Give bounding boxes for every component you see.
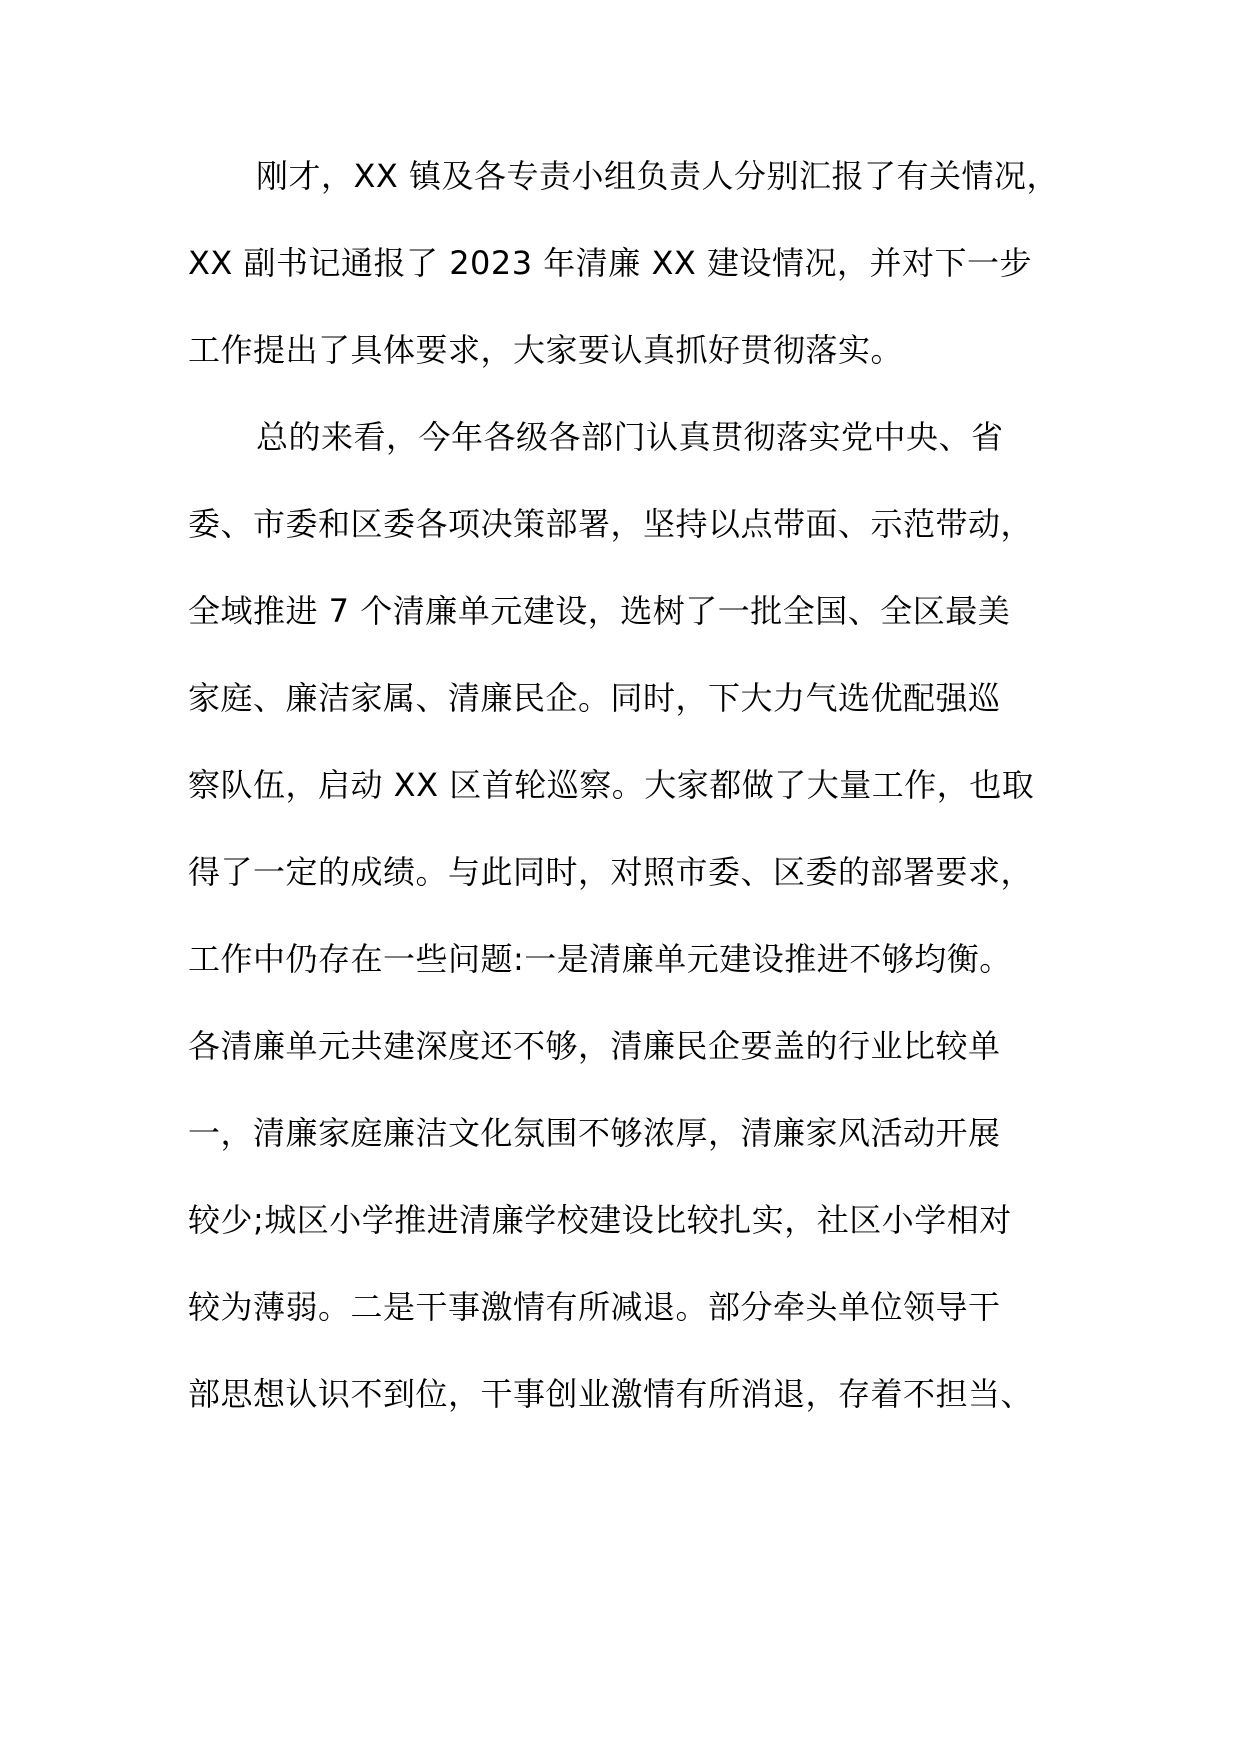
paragraph-2-line-11: 较为薄弱。二是干事激情有所减退。部分牵头单位领导干 xyxy=(188,1288,1001,1326)
paragraph-2-line-7: 工作中仍存在一些问题:一是清廉单元建设推进不够均衡。 xyxy=(188,940,1012,978)
paragraph-1-line-1: 刚才，XX 镇及各专责小组负责人分别汇报了有关情况， xyxy=(256,157,1060,195)
paragraph-2-line-2: 委、市委和区委各项决策部署，坚持以点带面、示范带动， xyxy=(188,505,1034,543)
paragraph-2-line-1: 总的来看，今年各级各部门认真贯彻落实党中央、省 xyxy=(256,418,1004,456)
paragraph-1-line-2: XX 副书记通报了 2023 年清廉 XX 建设情况，并对下一步 xyxy=(188,244,1032,282)
paragraph-2-line-9: 一，清廉家庭廉洁文化氛围不够浓厚，清廉家风活动开展 xyxy=(188,1114,1001,1152)
paragraph-1-line-3: 工作提出了具体要求，大家要认真抓好贯彻落实。 xyxy=(188,331,904,369)
paragraph-2-line-5: 察队伍，启动 XX 区首轮巡察。大家都做了大量工作，也取 xyxy=(188,766,1035,804)
paragraph-2-line-10: 较少;城区小学推进清廉学校建设比较扎实，社区小学相对 xyxy=(188,1201,1012,1239)
paragraph-2-line-12: 部思想认识不到位，干事创业激情有所消退，存着不担当、 xyxy=(188,1375,1034,1413)
paragraph-2-line-4: 家庭、廉洁家属、清廉民企。同时，下大力气选优配强巡 xyxy=(188,679,1001,717)
paragraph-2-line-8: 各清廉单元共建深度还不够，清廉民企要盖的行业比较单 xyxy=(188,1027,1001,1065)
paragraph-2-line-3: 全域推进 7 个清廉单元建设，选树了一批全国、全区最美 xyxy=(188,592,1011,630)
paragraph-2-line-6: 得了一定的成绩。与此同时，对照市委、区委的部署要求， xyxy=(188,853,1034,891)
